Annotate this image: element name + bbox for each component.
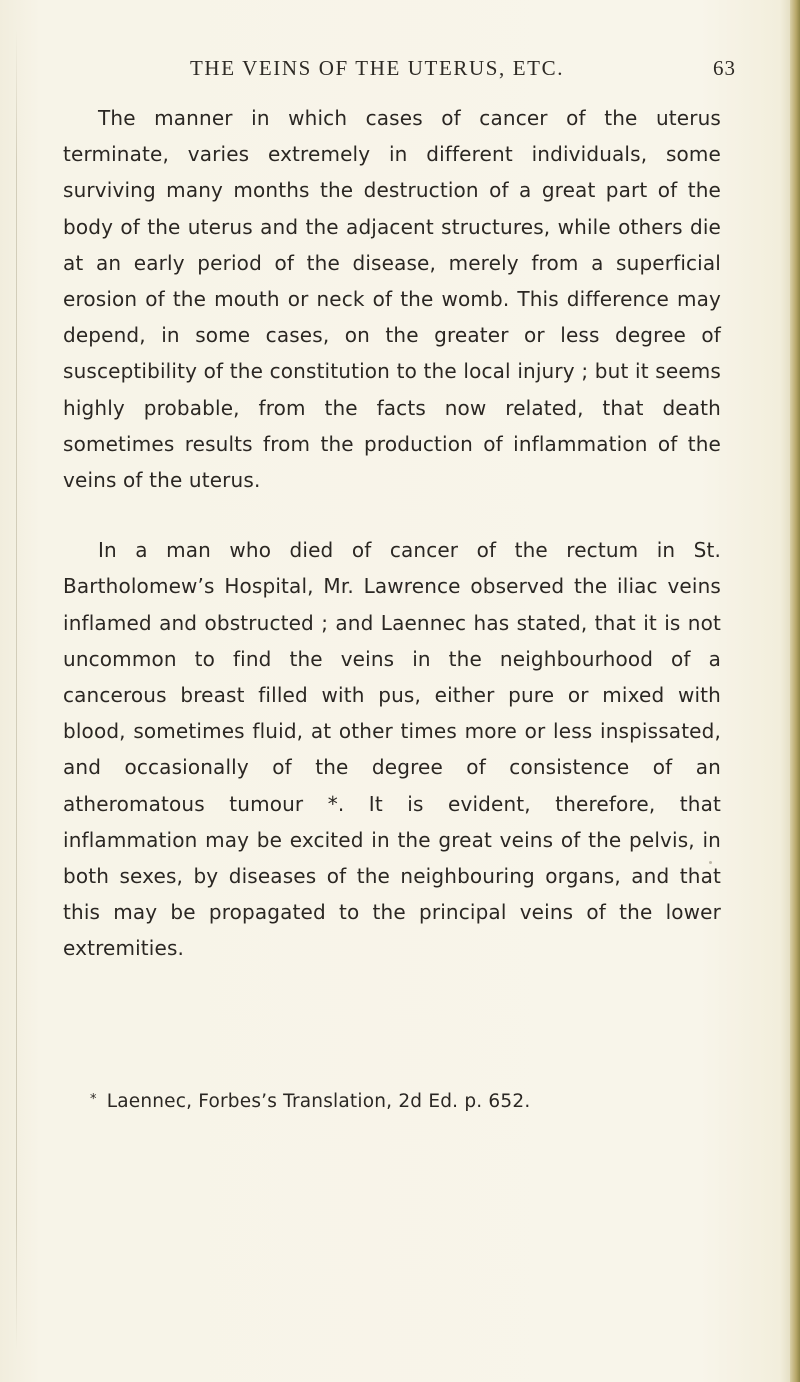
paragraph-2 xyxy=(63,532,721,966)
paragraph-1-text: The manner in which cases of cancer of the uterus terminate, varies extremely in different individuals, some surviving many months the destruction of a great part of the body of the uterus and the adjacent structures, while others die at an early period of the disease, merely from a superficial erosion of the mouth or neck of the womb. This difference may depend, in some cases, on the greater or less degree of susceptibility of the constitution to the local injury ; but it seems highly probable, from the facts now related, that death sometimes results from the production of inflammation of the veins of the uterus. xyxy=(63,106,721,493)
page-number: 63 xyxy=(713,56,736,80)
page-gutter-shadow xyxy=(16,30,17,1350)
paragraph-1 xyxy=(63,100,721,498)
paper-speck xyxy=(709,861,712,864)
paper-speck xyxy=(296,408,298,411)
page-edge xyxy=(790,0,800,1382)
running-head xyxy=(0,56,800,86)
footnote-marker: * xyxy=(90,1092,97,1107)
footnote-text: Laennec, Forbes’s Translation, 2d Ed. p. 652. xyxy=(106,1091,531,1112)
running-head-title: THE VEINS OF THE UTERUS, ETC. xyxy=(190,56,565,80)
paragraph-2-text: In a man who died of cancer of the rectum in St. Bartholomew’s Hospital, Mr. Lawrence observed the iliac veins inflamed and obstructed ; and Laennec has stated, that it is not uncommon to find the veins in the neighbourhood of a cancerous breast filled with pus, either pure or mixed with blood, sometimes fluid, at other times more or less inspissated, and occasionally of the degree of consistence of an atheromatous tumour *. It is evident, therefore, that inflammation may be excited in the great veins of the pelvis, in both sexes, by diseases of the neighbouring organs, and that this may be propagated to the principal veins of the lower extremities. xyxy=(63,538,721,961)
footnote xyxy=(90,1091,730,1112)
body-text xyxy=(63,100,721,967)
